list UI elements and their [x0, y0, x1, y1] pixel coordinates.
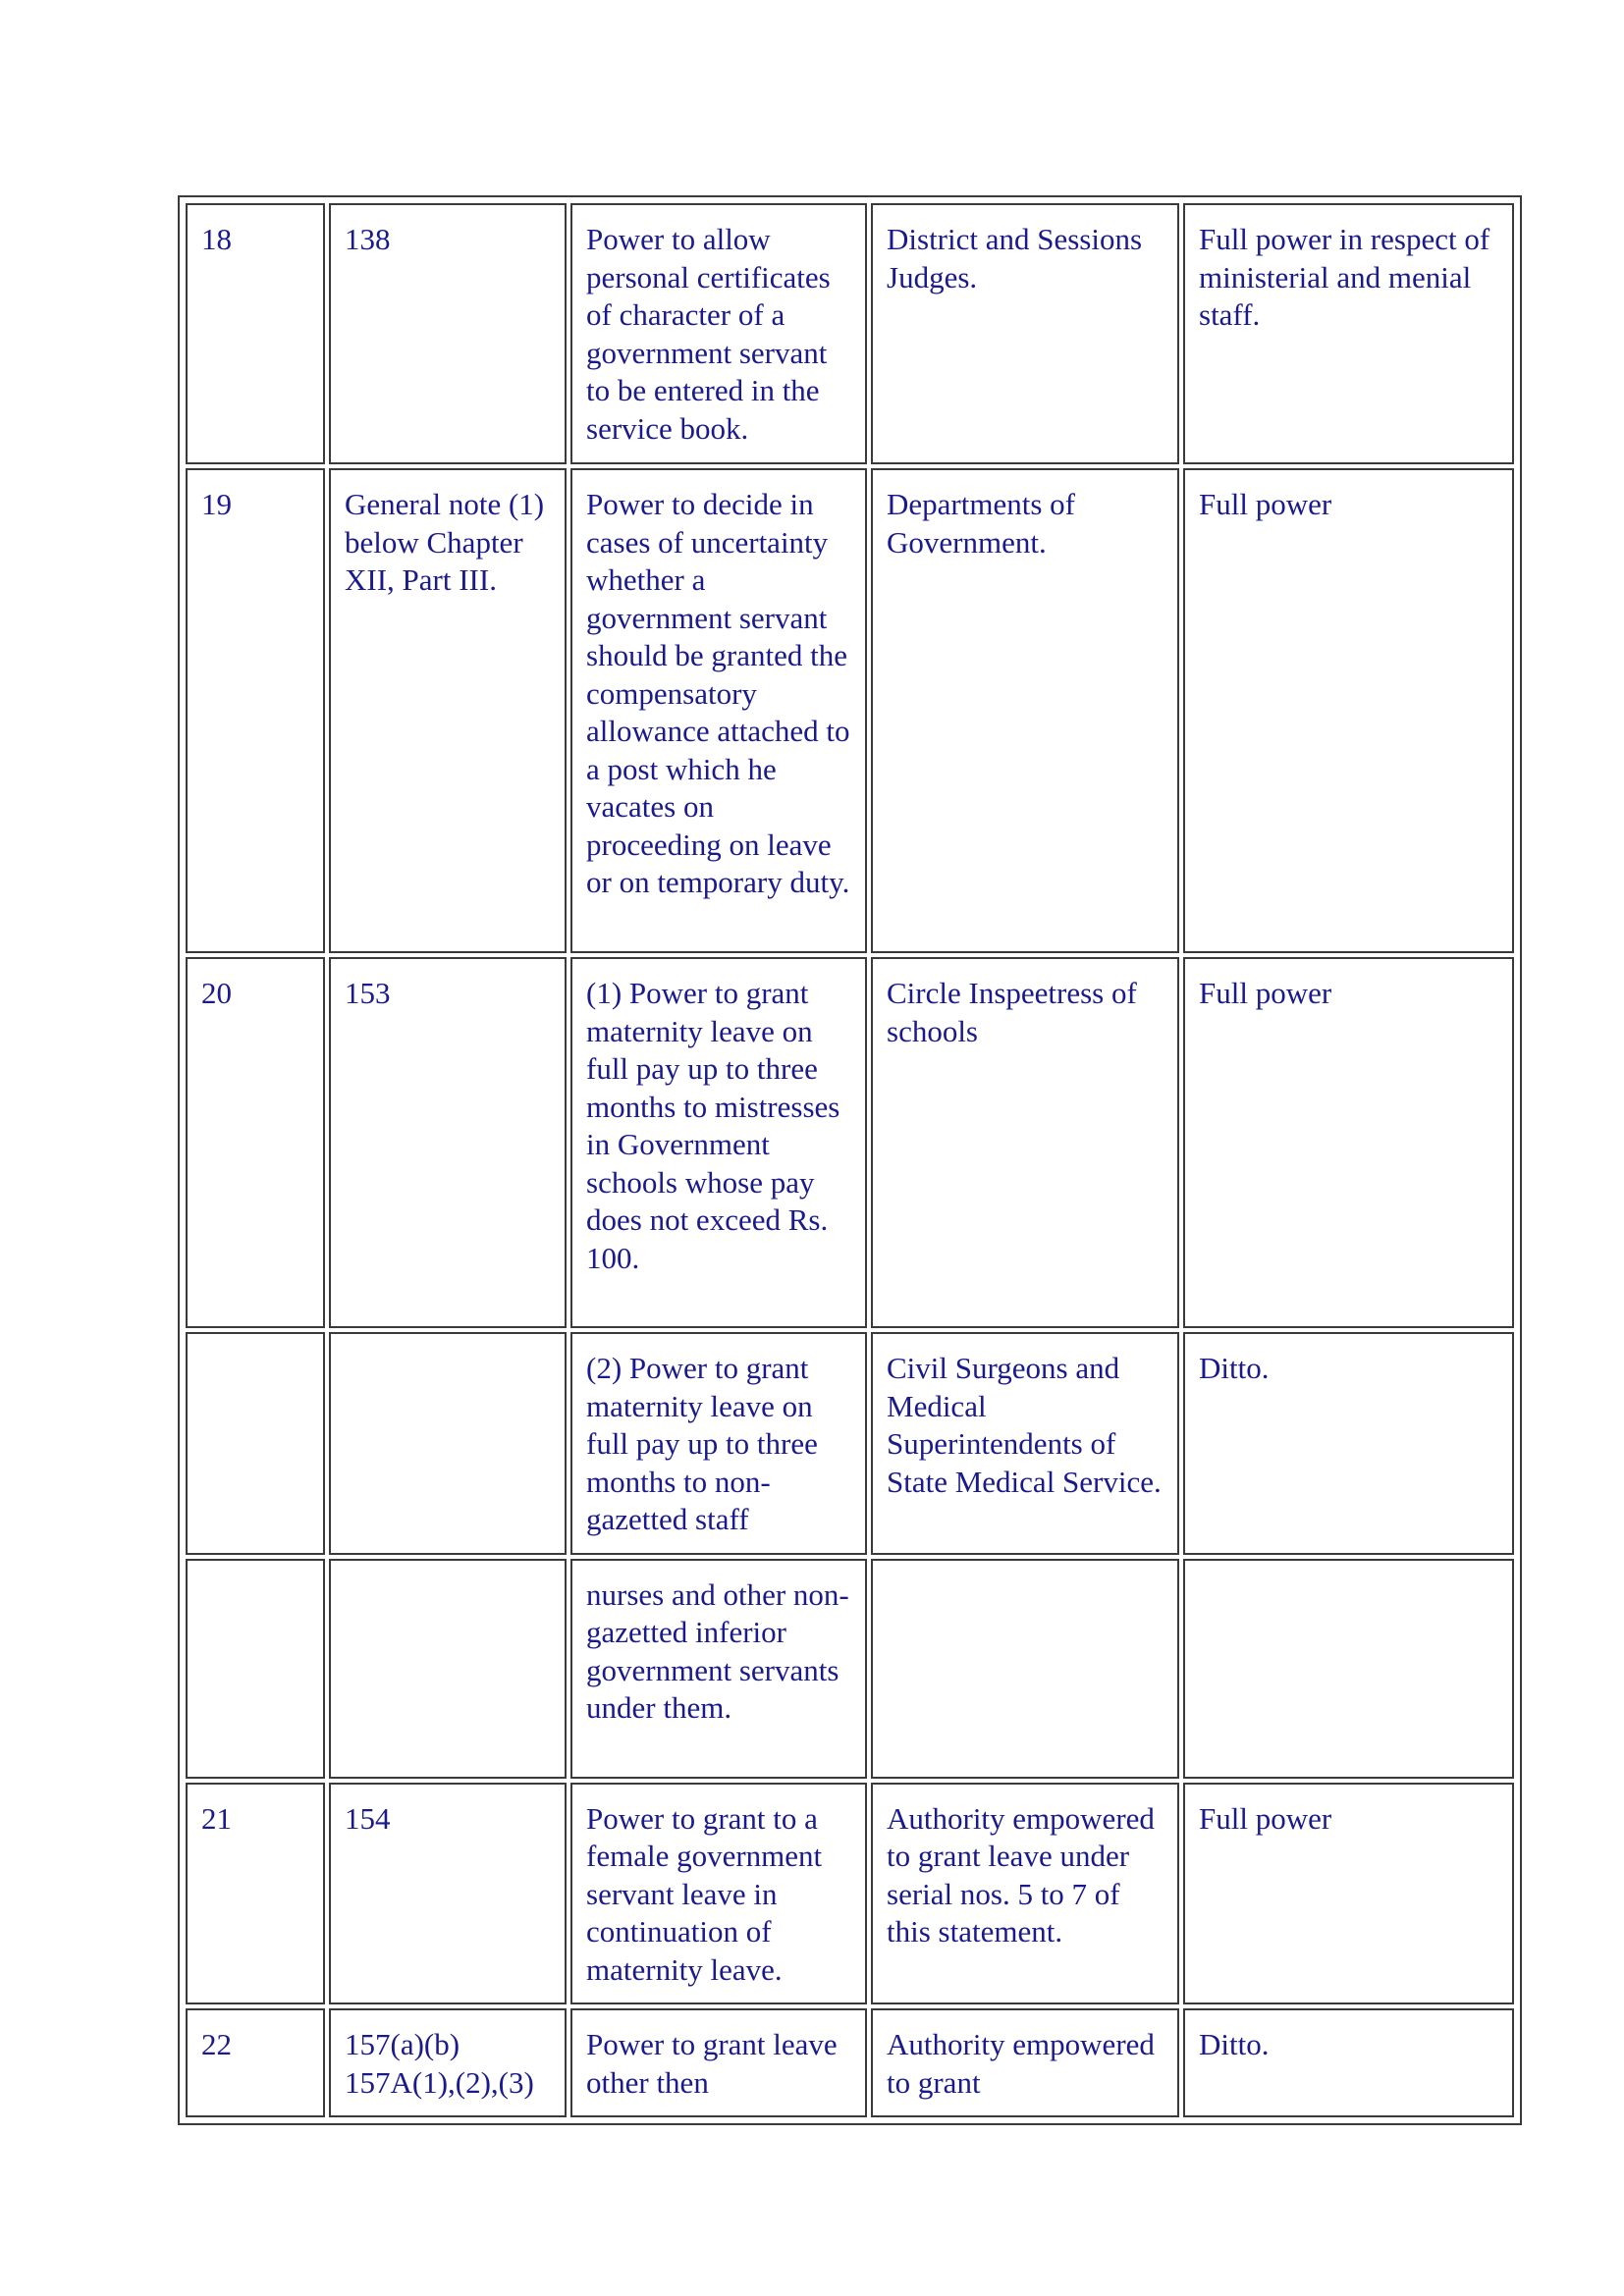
table-row [186, 957, 1514, 1328]
rule-reference-cell [329, 2008, 567, 2117]
delegation-statement-table [182, 199, 1518, 2121]
table-row [186, 1332, 1514, 1555]
extent-of-power-cell [1183, 468, 1514, 953]
extent-of-power-cell [1183, 1783, 1514, 2005]
statement-table-body [186, 203, 1514, 2117]
extent-of-power-cell [1183, 957, 1514, 1328]
serial-number-cell [186, 957, 325, 1328]
serial-number-text: 21 [201, 1800, 232, 1836]
serial-number-text: 18 [201, 222, 232, 256]
rule-reference-cell [329, 1783, 567, 2005]
nature-of-power-cell [570, 1559, 867, 1779]
nature-of-power-text: nurses and other non-gazetted inferior government servants under them. [586, 1576, 849, 1725]
rule-reference-text: 138 [345, 222, 391, 256]
serial-number-text: 20 [201, 976, 232, 1010]
rule-reference-cell [329, 203, 567, 464]
extent-of-power-text: Full power [1199, 1800, 1332, 1836]
extent-of-power-text: Full power [1199, 487, 1332, 521]
serial-number-cell [186, 2008, 325, 2117]
rule-reference-text: 153 [345, 976, 391, 1010]
extent-of-power-text: Full power [1199, 976, 1332, 1010]
serial-number-cell [186, 1783, 325, 2005]
table-row [186, 1559, 1514, 1779]
extent-of-power-cell [1183, 1332, 1514, 1555]
table-row [186, 203, 1514, 464]
nature-of-power-cell [570, 1332, 867, 1555]
nature-of-power-text: (1) Power to grant maternity leave on full pay up to three months to mistresses in Government schools whose pay does not exceed Rs. 100. [586, 976, 840, 1275]
authority-cell [871, 468, 1179, 953]
rule-reference-cell [329, 1332, 567, 1555]
authority-text: Civil Surgeons and Medical Superintendents of State Medical Service. [887, 1351, 1162, 1499]
table-row [186, 468, 1514, 953]
authority-text: District and Sessions Judges. [887, 222, 1143, 294]
serial-number-text: 22 [201, 2027, 232, 2061]
authority-text: Departments of Government. [887, 487, 1075, 560]
extent-of-power-text: Ditto. [1199, 2027, 1270, 2061]
serial-number-text: 19 [201, 487, 232, 521]
extent-of-power-cell [1183, 2008, 1514, 2117]
nature-of-power-cell [570, 957, 867, 1328]
extent-of-power-text: Ditto. [1199, 1351, 1270, 1385]
serial-number-cell [186, 1559, 325, 1779]
statement-table-frame [178, 195, 1522, 2125]
authority-text: Authority empowered to grant leave under serial nos. 5 to 7 of this statement. [887, 1800, 1155, 1949]
authority-cell [871, 957, 1179, 1328]
rule-reference-text: 157(a)(b) 157A(1),(2),(3) [345, 2027, 534, 2100]
authority-cell [871, 1332, 1179, 1555]
rule-reference-text: General note (1) below Chapter XII, Part III. [345, 487, 545, 597]
serial-number-cell [186, 468, 325, 953]
rule-reference-cell [329, 468, 567, 953]
table-row [186, 2008, 1514, 2117]
rule-reference-cell [329, 1559, 567, 1779]
authority-cell [871, 1783, 1179, 2005]
table-row [186, 1783, 1514, 2005]
nature-of-power-text: Power to grant leave other then [586, 2027, 838, 2100]
nature-of-power-text: Power to grant to a female government servant leave in continuation of maternity leave. [586, 1800, 823, 1987]
serial-number-cell [186, 1332, 325, 1555]
nature-of-power-cell [570, 1783, 867, 2005]
extent-of-power-cell [1183, 203, 1514, 464]
authority-cell [871, 1559, 1179, 1779]
authority-cell [871, 203, 1179, 464]
rule-reference-text: 154 [345, 1800, 391, 1836]
extent-of-power-text: Full power in respect of ministerial and menial staff. [1199, 222, 1490, 332]
nature-of-power-cell [570, 2008, 867, 2117]
extent-of-power-cell [1183, 1559, 1514, 1779]
nature-of-power-cell [570, 203, 867, 464]
nature-of-power-text: (2) Power to grant maternity leave on full pay up to three months to non-gazetted staff [586, 1351, 818, 1536]
nature-of-power-text: Power to decide in cases of uncertainty whether a government servant should be granted the compensatory allowance attached to a post which he vacates on proceeding on leave or on temporary duty. [586, 487, 850, 899]
authority-text: Circle Inspeetress of schools [887, 976, 1137, 1048]
rule-reference-cell [329, 957, 567, 1328]
serial-number-cell [186, 203, 325, 464]
authority-text: Authority empowered to grant [887, 2027, 1155, 2100]
authority-cell [871, 2008, 1179, 2117]
nature-of-power-text: Power to allow personal certificates of character of a government servant to be entered in the service book. [586, 222, 831, 446]
nature-of-power-cell [570, 468, 867, 953]
